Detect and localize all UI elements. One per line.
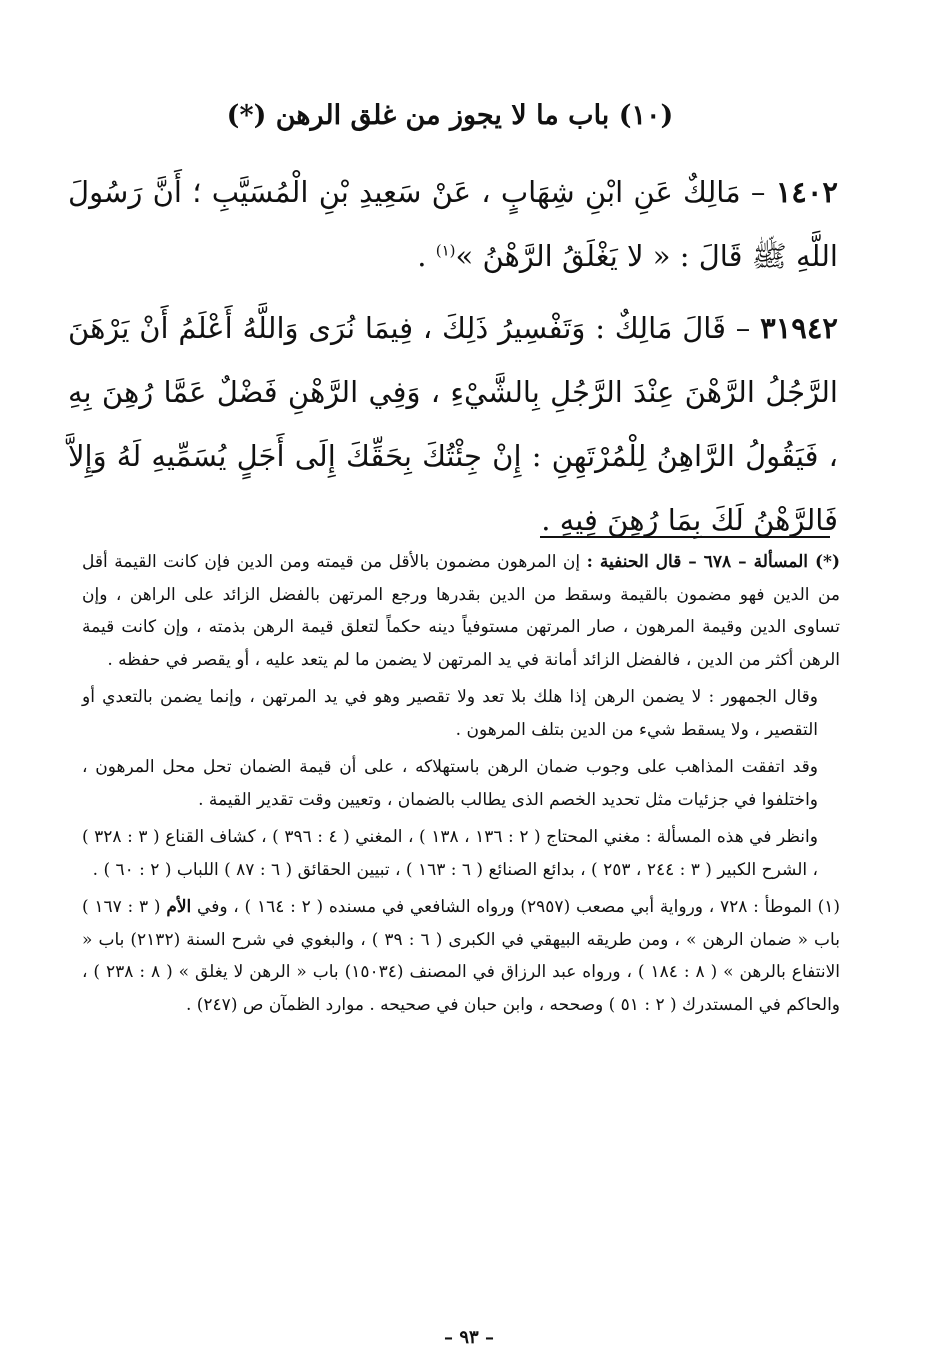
note-ittafaqat: وقد اتفقت المذاهب على وجوب ضمان الرهن باستهلاكه ، على أن قيمة الضمان تحل محل المرهون ، واختلفوا في جزئيات مثل تحديد الخصم الذى يطالب بالضمان ، وتعيين وقت تقدير القيمة . [82, 757, 818, 810]
note-masala [82, 546, 840, 676]
main-text [68, 160, 838, 560]
hadith-text: – مَالِكٌ عَنِ ابْنِ شِهَابٍ ، عَنْ سَعِيدِ بْنِ الْمُسَيَّبِ ؛ أَنَّ رَسُولَ اللَّهِ ﷺ قَالَ : « لا يَغْلَقُ الرَّهْنُ » [68, 175, 838, 273]
page-number: – ٩٣ – [444, 1327, 494, 1348]
note-masala-text: إن المرهون مضمون بالأقل من قيمته ومن الدين فإن كانت القيمة أقل من الدين فهو مضمون بالقيمة وسقط من الدين بقدرها ورجع المرتهن بالفضل الزائد على الراهن ، وإن تساوى الدين وقيمة المرهون ، صار المرتهن مستوفياً دينه حكماً لتعلق قيمة الرهن بذمته ، وإن كانت قيمة الرهن أكثر من الدين ، فالفضل الزائد أمانة في يد المرتهن لا يضمن ما لم يتعد عليه ، أو يقصر في حفظه . [82, 552, 840, 670]
athar-paragraph [68, 296, 838, 552]
footnote-1-um: الأم [166, 897, 192, 917]
athar-number: ٣١٩٤٢ [760, 311, 839, 345]
footnote-1-part-b: ( ٣ : ١٦٧ ) باب « ضمان الرهن » ، ومن طريقه البيهقي في الكبرى ( ٦ : ٣٩ ) ، والبغوي في شرح السنة (٢١٣٢) باب « الانتفاع بالرهن » ( ٨ : ١٨٤ ) ، ورواه عبد الرزاق في المصنف (١٥٠٣٤) باب « الرهن لا يغلق » ( ٨ : ٢٣٨ ) ، والحاكم في المستدرك ( ٢ : ٥١ ) وصححه ، وابن حبان في صحيحه . موارد الظمآن ص (٢٤٧) . [82, 897, 841, 1015]
footnote-1 [82, 891, 840, 1021]
footnote-separator [540, 536, 830, 538]
footnote-1-part-a: (١) الموطأ : ٧٢٨ ، ورواية أبي مصعب (٢٩٥٧) ورواه الشافعي في مسنده ( ٢ : ١٦٤ ) ، وفي [197, 897, 841, 917]
note-jumhur: وقال الجمهور : لا يضمن الرهن إذا هلك بلا تعد ولا تقصير وهو في يد المرتهن ، وإنما يضمن بالتعدي أو التقصير ، ولا يسقط شيء من الدين بتلف المرهون . [82, 687, 818, 740]
note-references: وانظر في هذه المسألة : مغني المحتاج ( ٢ : ١٣٦ ، ١٣٨ ) ، المغني ( ٤ : ٣٩٦ ) ، كشاف القناع ( ٣ : ٣٢٨ ) ، الشرح الكبير ( ٣ : ٢٤٤ ، ٢٥٣ ) ، بدائع الصنائع ( ٦ : ١٦٣ ) ، تبيين الحقائق ( ٦ : ٨٧ ) اللباب ( ٢ : ٦٠ ) . [82, 827, 818, 880]
hadith-end: . [417, 239, 436, 273]
note-masala-label: (*) المسألة – ٦٧٨ – قال الحنفية : [586, 552, 840, 572]
footnotes [82, 546, 840, 1026]
hadith-paragraph [68, 160, 838, 288]
hadith-number: ١٤٠٢ [775, 175, 839, 209]
athar-text: – قَالَ مَالِكٌ : وَتَفْسِيرُ ذَلِكَ ، فِيمَا نُرَى وَاللَّهُ أَعْلَمُ أَنْ يَرْهَنَ الرَّجُلُ الرَّهْنَ عِنْدَ الرَّجُلِ بِالشَّيْءِ ، وَفِي الرَّهْنِ فَضْلٌ عَمَّا رُهِنَ بِهِ ، فَيَقُولُ الرَّاهِنُ لِلْمُرْتَهِنِ : إِنْ جِئْتُكَ بِحَقِّكَ إِلَى أَجَلٍ يُسَمِّيهِ لَهُ وَإِلاَّ فَالرَّهْنُ لَكَ بِمَا رُهِنَ فِيهِ . [68, 311, 838, 537]
footnote-ref[interactable]: (١) [435, 241, 456, 260]
chapter-title: (١٠) باب ما لا يجوز من غلق الرهن (*) [226, 100, 674, 131]
